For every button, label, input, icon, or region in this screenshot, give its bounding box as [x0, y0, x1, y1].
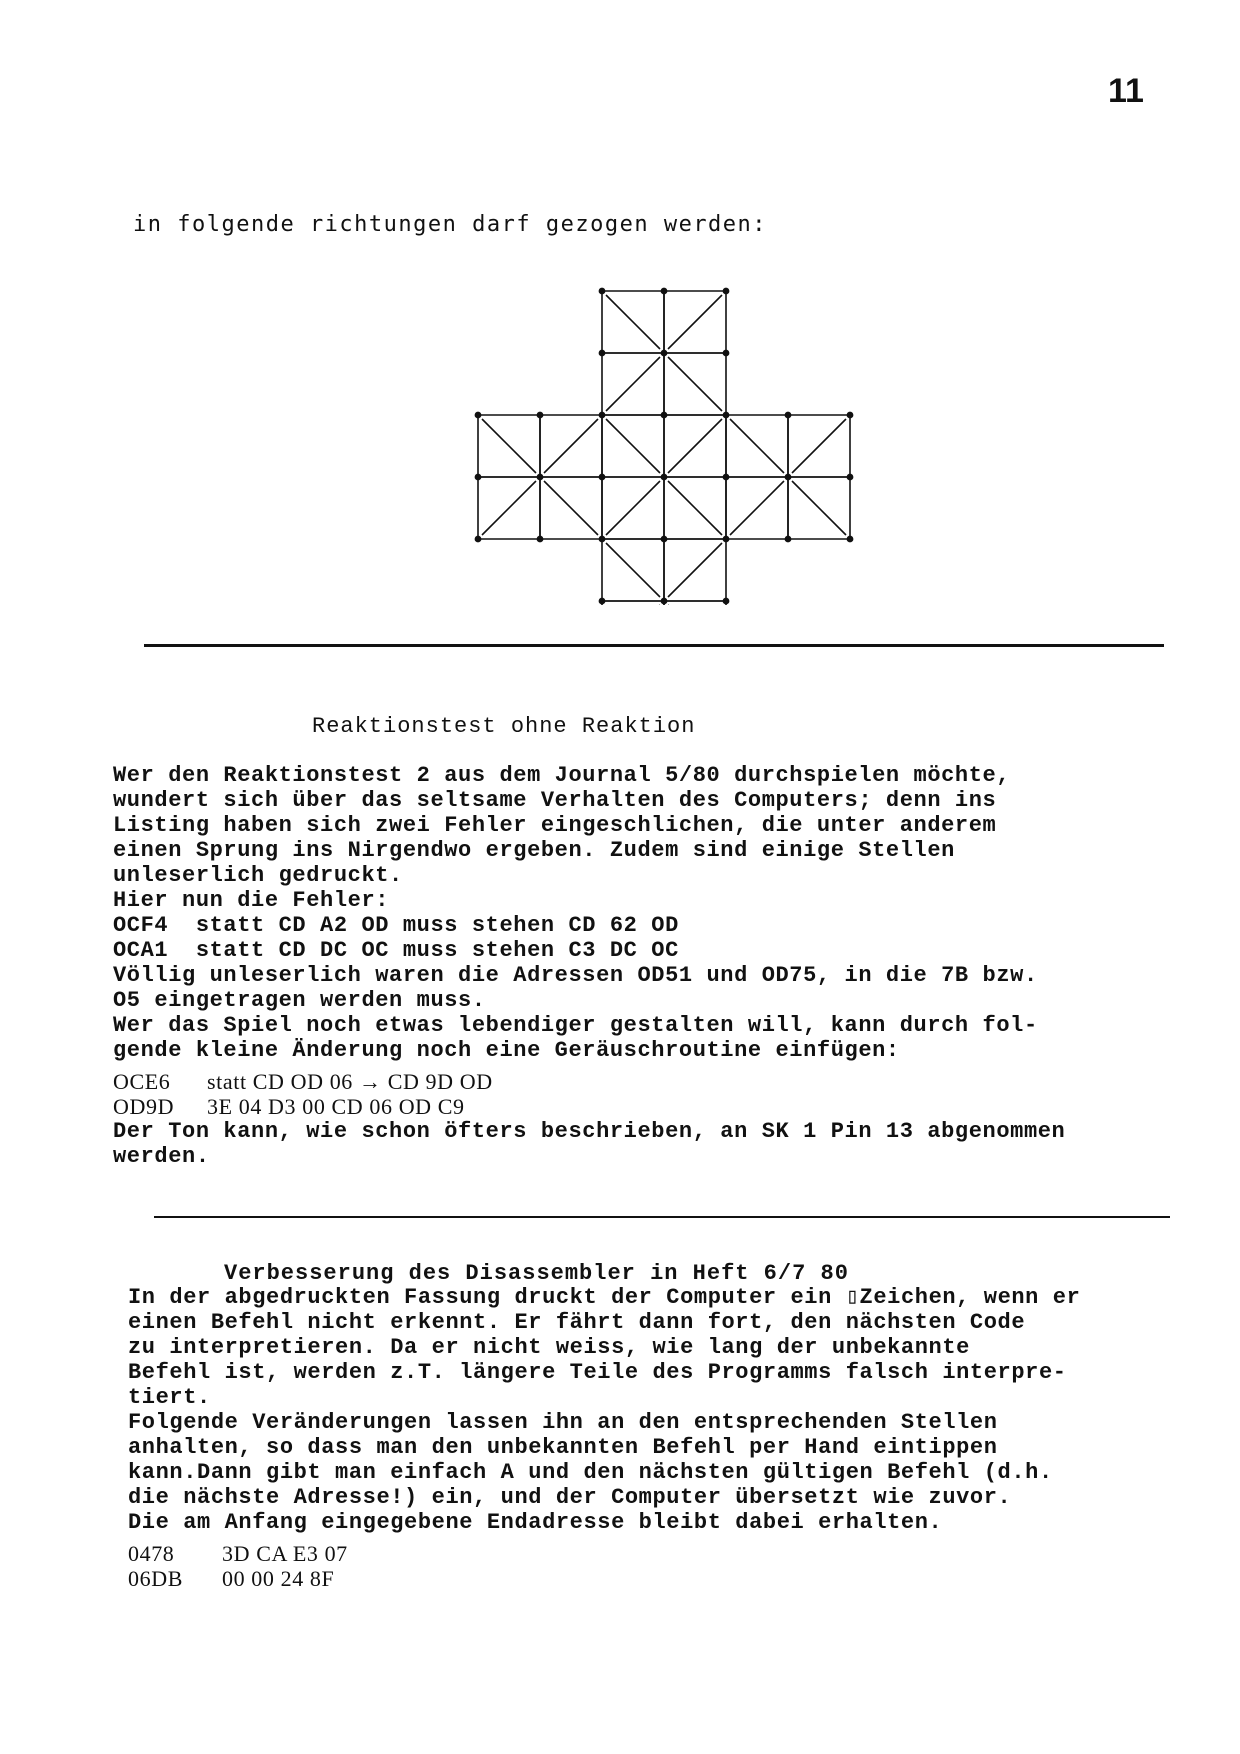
- text-line: Listing haben sich zwei Fehler eingeschlichen, die unter anderem: [113, 813, 997, 838]
- text-line: einen Befehl nicht erkennt. Er fährt dann fort, den nächsten Code: [128, 1310, 1026, 1335]
- board-line: [792, 419, 846, 473]
- code-text: 00 00 24 8F: [222, 1566, 335, 1591]
- board-point: [599, 536, 604, 541]
- text-line: Folgende Veränderungen lassen ihn an den entsprechenden Stellen: [128, 1410, 998, 1435]
- board-point: [847, 536, 852, 541]
- section-title-disassembler: Verbesserung des Disassembler in Heft 6/7 80: [224, 1261, 849, 1286]
- text-line: Völlig unleserlich waren die Adressen OD51 und OD75, in die 7B bzw.: [113, 963, 1038, 988]
- text-line: tiert.: [128, 1385, 211, 1410]
- code-line: [113, 1069, 1065, 1094]
- code-address: 06DB: [128, 1566, 183, 1591]
- page-number: 11: [1108, 72, 1144, 110]
- board-line: [482, 419, 536, 473]
- board-point: [537, 474, 542, 479]
- board-point: [723, 350, 728, 355]
- text-line: Befehl ist, werden z.T. längere Teile des Programms falsch interpre-: [128, 1360, 1067, 1385]
- direction-board-diagram: [470, 285, 860, 605]
- board-point: [723, 474, 728, 479]
- board-point: [475, 536, 480, 541]
- board-line: [730, 419, 784, 473]
- code-address: 0478: [128, 1541, 175, 1566]
- text-line: unleserlich gedruckt.: [113, 863, 403, 888]
- section-body-disassembler: [128, 1285, 1080, 1591]
- board-line: [606, 543, 660, 597]
- board-point: [661, 350, 666, 355]
- board-line: [668, 357, 722, 411]
- text-line: In der abgedruckten Fassung druckt der Computer ein ▯Zeichen, wenn er: [128, 1285, 1081, 1310]
- text-line: gende kleine Änderung noch eine Geräuschroutine einfügen:: [113, 1038, 900, 1063]
- text-line: O5 eingetragen werden muss.: [113, 988, 486, 1013]
- board-point: [599, 598, 604, 603]
- board-point: [537, 536, 542, 541]
- code-text: statt CD OD 06 → CD 9D OD: [207, 1069, 493, 1094]
- text-line: Die am Anfang eingegebene Endadresse bleibt dabei erhalten.: [128, 1510, 943, 1535]
- board-point: [785, 536, 790, 541]
- board-line: [544, 419, 598, 473]
- board-point: [661, 536, 666, 541]
- text-line: Wer den Reaktionstest 2 aus dem Journal 5/80 durchspielen möchte,: [113, 763, 1011, 788]
- board-line: [606, 481, 660, 535]
- code-address: OD9D: [113, 1094, 175, 1119]
- board-line: [606, 357, 660, 411]
- section-body-reaktionstest: [113, 763, 1065, 1169]
- fix-line: OCA1 statt CD DC OC muss stehen C3 DC OC: [113, 938, 679, 963]
- text-line: kann.Dann gibt man einfach A und den nächsten gültigen Befehl (d.h.: [128, 1460, 1053, 1485]
- board-line: [792, 481, 846, 535]
- code-line: [128, 1566, 1080, 1591]
- fix-line: OCF4 statt CD A2 OD muss stehen CD 62 OD: [113, 913, 679, 938]
- text-line: wundert sich über das seltsame Verhalten des Computers; denn ins: [113, 788, 997, 813]
- board-line: [606, 295, 660, 349]
- board-line: [668, 543, 722, 597]
- board-point: [661, 598, 666, 603]
- board-point: [599, 350, 604, 355]
- board-point: [661, 288, 666, 293]
- code-address: OCE6: [113, 1069, 171, 1094]
- text-line: die nächste Adresse!) ein, und der Computer übersetzt wie zuvor.: [128, 1485, 1012, 1510]
- board-line: [668, 419, 722, 473]
- board-line: [606, 419, 660, 473]
- board-point: [599, 412, 604, 417]
- board-point: [475, 412, 480, 417]
- text-line: Wer das Spiel noch etwas lebendiger gestalten will, kann durch fol-: [113, 1013, 1038, 1038]
- board-point: [661, 474, 666, 479]
- code-text: 3E 04 D3 00 CD 06 OD C9: [207, 1094, 465, 1119]
- text-line: werden.: [113, 1144, 210, 1169]
- board-point: [537, 412, 542, 417]
- board-point: [723, 598, 728, 603]
- board-line: [668, 295, 722, 349]
- board-point: [723, 536, 728, 541]
- code-line: [113, 1094, 1065, 1119]
- text-line: Hier nun die Fehler:: [113, 888, 390, 913]
- code-line: [128, 1541, 1080, 1566]
- board-line: [730, 481, 784, 535]
- board-point: [599, 474, 604, 479]
- text-line: einen Sprung ins Nirgendwo ergeben. Zudem sind einige Stellen: [113, 838, 955, 863]
- board-point: [599, 288, 604, 293]
- board-point: [785, 474, 790, 479]
- board-line: [482, 481, 536, 535]
- intro-line: in folgende richtungen darf gezogen werden:: [133, 212, 768, 237]
- board-line: [668, 481, 722, 535]
- board-point: [723, 412, 728, 417]
- section-divider: [144, 644, 1164, 647]
- code-text: 3D CA E3 07: [222, 1541, 348, 1566]
- text-line: zu interpretieren. Da er nicht weiss, wie lang der unbekannte: [128, 1335, 970, 1360]
- board-point: [475, 474, 480, 479]
- section-title-reaktionstest: Reaktionstest ohne Reaktion: [312, 714, 696, 739]
- board-point: [847, 412, 852, 417]
- board-line: [544, 481, 598, 535]
- board-point: [847, 474, 852, 479]
- text-line: Der Ton kann, wie schon öfters beschrieben, an SK 1 Pin 13 abgenommen: [113, 1119, 1066, 1144]
- board-point: [723, 288, 728, 293]
- board-point: [661, 412, 666, 417]
- section-divider: [154, 1216, 1170, 1218]
- text-line: anhalten, so dass man den unbekannten Befehl per Hand eintippen: [128, 1435, 998, 1460]
- board-point: [785, 412, 790, 417]
